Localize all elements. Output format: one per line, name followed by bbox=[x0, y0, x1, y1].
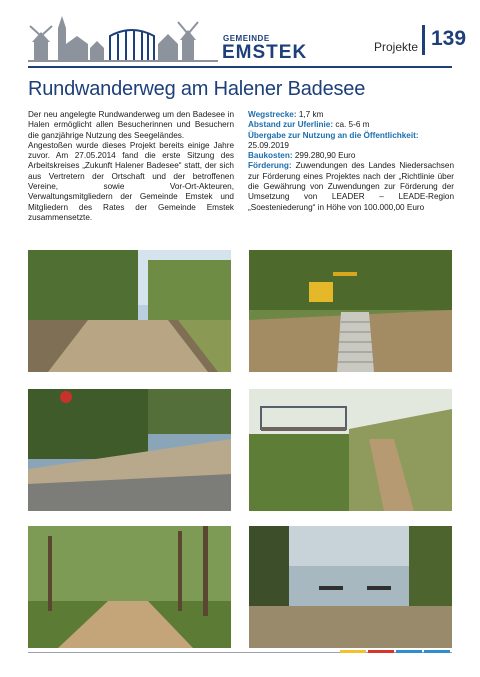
footer-color-bar-blue-2 bbox=[424, 650, 450, 653]
emstek-skyline-icon bbox=[28, 14, 228, 68]
section-label: Projekte bbox=[374, 40, 419, 54]
photo-path-construction bbox=[28, 250, 231, 372]
logo-municipality-label: GEMEINDE bbox=[223, 34, 270, 43]
intro-paragraph: Der neu angelegte Rundwanderweg um den Badesee in Halen ermöglicht allen Besucherinnen und Besuchern die ganzjährige Nutzung des Seegeländes. bbox=[28, 110, 234, 140]
footer-color-bar-blue bbox=[396, 650, 422, 653]
fact-length bbox=[248, 110, 454, 120]
fact-distance bbox=[248, 120, 454, 130]
footer-color-bar-red bbox=[368, 650, 394, 653]
municipality-logo bbox=[28, 14, 308, 68]
photo-viewing-platform bbox=[249, 389, 452, 511]
project-facts bbox=[248, 110, 454, 213]
fact-handover-date: 25.09.2019 bbox=[248, 140, 289, 150]
photo-excavator-stairs bbox=[249, 250, 452, 372]
fact-length-value: 1,7 km bbox=[296, 110, 324, 119]
fact-funding-label: Förderung: bbox=[248, 161, 292, 171]
fact-funding-value: Zuwendungen des Landes Niedersachsen zur Förderung eines Projektes nach der „Richtlinie über die Gewährung von Zuwendungen zur Förderung der Umsetzung von LEADER – LEADE-Region „Soesteniederung“ in Höhe von 100.000,00 Euro bbox=[248, 161, 454, 212]
fact-length-label: Wegstrecke: bbox=[248, 110, 297, 119]
photo-lake-benches bbox=[249, 526, 452, 648]
page-number: 139 bbox=[431, 27, 467, 50]
footer-color-bar-yellow bbox=[340, 650, 366, 653]
fact-costs bbox=[248, 151, 454, 161]
fact-distance-value: ca. 5-6 m bbox=[333, 120, 370, 130]
intro-text bbox=[28, 110, 234, 223]
fact-funding bbox=[248, 161, 454, 212]
header-rule bbox=[28, 66, 452, 68]
header-divider bbox=[422, 25, 425, 55]
fact-costs-label: Baukosten: bbox=[248, 151, 293, 161]
fact-handover bbox=[248, 131, 454, 141]
history-paragraph: Angestoßen wurde dieses Projekt bereits einige Jahre zuvor. Am 27.05.2014 fand die erste Sitzung des Arbeitskreises „Zukunft Halener Badesee“ statt, der sich aus Vertretern der Ortschaft und der betroffenen Vereine, sowie Vor-Ort-Akteuren, Verwaltungsmitgliedern der Gemeinde Emstek und Mitgliedern des Rates der Gemeinde Emstek zusammensetzte. bbox=[28, 140, 234, 222]
logo-town-name: EMSTEK bbox=[222, 42, 308, 63]
photo-forest-path bbox=[28, 526, 231, 648]
page-title: Rundwanderweg am Halener Badesee bbox=[28, 78, 366, 100]
fact-handover-label: Übergabe zur Nutzung an die Öffentlichkeit: bbox=[248, 130, 419, 140]
fact-costs-value: 299.280,90 Euro bbox=[292, 151, 356, 161]
fact-distance-label: Abstand zur Uferlinie: bbox=[248, 120, 334, 130]
photo-paved-ramp bbox=[28, 389, 231, 511]
